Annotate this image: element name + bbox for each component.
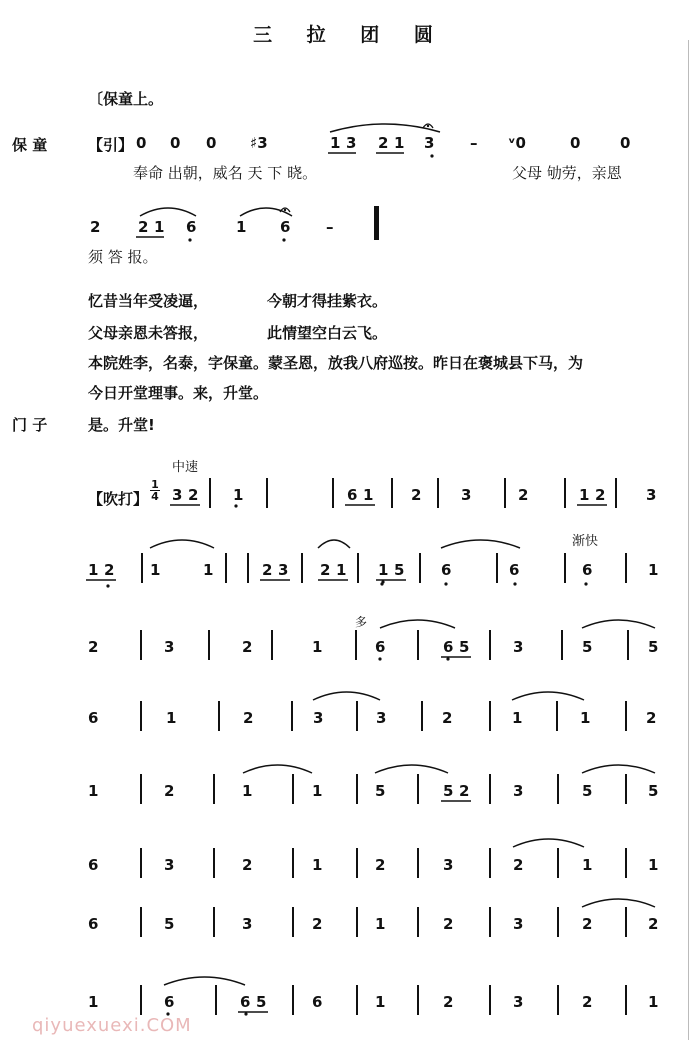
note: 6: [441, 561, 452, 579]
intro-note: 0: [206, 134, 217, 152]
intro-note: 2: [378, 134, 389, 152]
slur: [380, 620, 455, 628]
intro-note: 2: [138, 218, 149, 236]
note: 1: [242, 782, 253, 800]
note: 2: [646, 709, 657, 727]
note: 5: [394, 561, 405, 579]
note: 1: [378, 561, 389, 579]
note: 2: [442, 709, 453, 727]
reply-line: 是。升堂!: [88, 416, 155, 434]
page-title: 三 拉 团 圆: [253, 24, 447, 46]
intro-lyrics-1b: 父母 劬劳，亲恩: [512, 164, 622, 182]
note: 2: [320, 561, 331, 579]
intro-label: 【引】: [88, 136, 134, 154]
note: 2: [595, 486, 606, 504]
note: 1: [150, 561, 161, 579]
speech-line-1: 本院姓李，名泰，字保童。蒙圣恩，放我八府巡按。昨日在褒城县下马，为: [88, 354, 584, 372]
note: 6: [88, 915, 99, 933]
note: 1: [233, 486, 244, 504]
intro-note: 0: [170, 134, 181, 152]
note: 5: [256, 993, 267, 1011]
note: 2: [312, 915, 323, 933]
note: 1: [579, 486, 590, 504]
intro-note: ♯3: [250, 134, 268, 152]
note: 1: [648, 993, 659, 1011]
slur: [243, 765, 312, 773]
note: 1: [336, 561, 347, 579]
slur: [164, 977, 245, 985]
note: 3: [646, 486, 657, 504]
note: 5: [164, 915, 175, 933]
note: 2: [582, 993, 593, 1011]
note: 2: [243, 709, 254, 727]
note: 5: [648, 782, 659, 800]
note: 2: [88, 638, 99, 656]
note: 3: [443, 856, 454, 874]
octave-dot: [584, 582, 587, 585]
octave-dot: [444, 582, 447, 585]
note: 2: [262, 561, 273, 579]
slur: [513, 839, 584, 847]
note: 1: [88, 782, 99, 800]
slur: [313, 692, 380, 700]
fermata-dot: [427, 125, 429, 127]
note: 2: [518, 486, 529, 504]
note: 2: [443, 993, 454, 1011]
note: 6: [164, 993, 175, 1011]
slur: [582, 765, 655, 773]
octave-dot: [430, 154, 433, 157]
intro-note: –: [326, 218, 334, 236]
note: 2: [188, 486, 199, 504]
speaker-menzi: 门 子: [12, 416, 48, 434]
verse-line-1a: 忆昔当年受凌逼，: [88, 292, 209, 310]
note: 5: [582, 782, 593, 800]
speech-line-2: 今日开堂理事。来，升堂。: [88, 384, 269, 402]
note: 6: [375, 638, 386, 656]
intro-note: 3: [346, 134, 357, 152]
note: 6: [312, 993, 323, 1011]
note: 1: [375, 915, 386, 933]
verse-line-1b: 今朝才得挂紫衣。: [267, 292, 388, 310]
octave-dot: [378, 657, 381, 660]
octave-dot: [188, 238, 191, 241]
note: 1: [582, 856, 593, 874]
intro-lyrics-2: 须 答 报。: [88, 248, 158, 266]
note: 1: [580, 709, 591, 727]
note: 3: [164, 856, 175, 874]
verse-line-2a: 父母亲恩未答报，: [88, 324, 209, 342]
intro-note: ᵛ0: [508, 134, 526, 152]
page-edge: [688, 40, 689, 1040]
note: 2: [459, 782, 470, 800]
grace-mark: 多: [355, 615, 368, 629]
tempo-moderate: 中速: [172, 460, 199, 475]
slur: [512, 692, 584, 700]
note: 3: [513, 782, 524, 800]
time-signature: 1 4: [151, 478, 159, 503]
intro-note: 6: [280, 218, 291, 236]
note: 2: [242, 856, 253, 874]
speaker-baotong: 保 童: [12, 136, 48, 154]
note: 2: [375, 856, 386, 874]
octave-dot: [244, 1012, 247, 1015]
verse-line-2b: 此情望空白云飞。: [267, 324, 388, 342]
intro-note: 3: [424, 134, 435, 152]
note: 1: [312, 856, 323, 874]
note: 5: [648, 638, 659, 656]
intro-note: 0: [620, 134, 631, 152]
slur: [140, 208, 196, 216]
intro-note: 1: [394, 134, 405, 152]
watermark: qiyuexuexi.COM: [32, 1015, 192, 1036]
note: 3: [278, 561, 289, 579]
note: 1: [312, 782, 323, 800]
note: 1: [512, 709, 523, 727]
blow-label: 【吹打】: [88, 490, 149, 508]
note: 3: [461, 486, 472, 504]
note: 5: [582, 638, 593, 656]
octave-dot: [513, 582, 516, 585]
slur: [582, 899, 655, 907]
note: 6: [88, 709, 99, 727]
note: 1: [88, 561, 99, 579]
octave-dot: [380, 582, 383, 585]
intro-note: 1: [330, 134, 341, 152]
note: 1: [648, 561, 659, 579]
intro-note: 0: [570, 134, 581, 152]
note: 2: [648, 915, 659, 933]
slur: [318, 540, 350, 548]
note: 6: [347, 486, 358, 504]
octave-dot: [446, 657, 449, 660]
note: 3: [164, 638, 175, 656]
intro-note: 2: [90, 218, 101, 236]
note: 2: [104, 561, 115, 579]
note: 1: [375, 993, 386, 1011]
octave-dot: [106, 584, 109, 587]
final-barline: [374, 206, 379, 240]
note: 3: [242, 915, 253, 933]
note: 1: [203, 561, 214, 579]
slur: [441, 540, 520, 548]
note: 1: [88, 993, 99, 1011]
tempo-accelerando: 渐快: [572, 534, 599, 549]
note: 1: [166, 709, 177, 727]
intro-note: 1: [236, 218, 247, 236]
note: 1: [648, 856, 659, 874]
note: 6: [240, 993, 251, 1011]
note: 3: [376, 709, 387, 727]
octave-dot: [234, 504, 237, 507]
note: 2: [443, 915, 454, 933]
stage-direction: 〔保童上。: [88, 90, 164, 108]
intro-note: –: [470, 134, 478, 152]
intro-note: 6: [186, 218, 197, 236]
note: 2: [411, 486, 422, 504]
note: 2: [582, 915, 593, 933]
note: 3: [513, 638, 524, 656]
note: 3: [313, 709, 324, 727]
note: 3: [513, 915, 524, 933]
note: 5: [459, 638, 470, 656]
note: 6: [509, 561, 520, 579]
note: 1: [363, 486, 374, 504]
note: 2: [242, 638, 253, 656]
slur: [582, 620, 655, 628]
note: 3: [513, 993, 524, 1011]
octave-dot: [282, 238, 285, 241]
note: 2: [164, 782, 175, 800]
slur: [150, 540, 214, 548]
intro-lyrics-1: 奉命 出朝，威名 天 下 晓。: [133, 164, 318, 182]
note: 6: [88, 856, 99, 874]
intro-note: 1: [154, 218, 165, 236]
note: 2: [513, 856, 524, 874]
note: 5: [443, 782, 454, 800]
note: 5: [375, 782, 386, 800]
note: 6: [443, 638, 454, 656]
fermata-dot: [284, 209, 286, 211]
slur: [375, 765, 448, 773]
note: 3: [172, 486, 183, 504]
note: 1: [312, 638, 323, 656]
note: 6: [582, 561, 593, 579]
intro-note: 0: [136, 134, 147, 152]
